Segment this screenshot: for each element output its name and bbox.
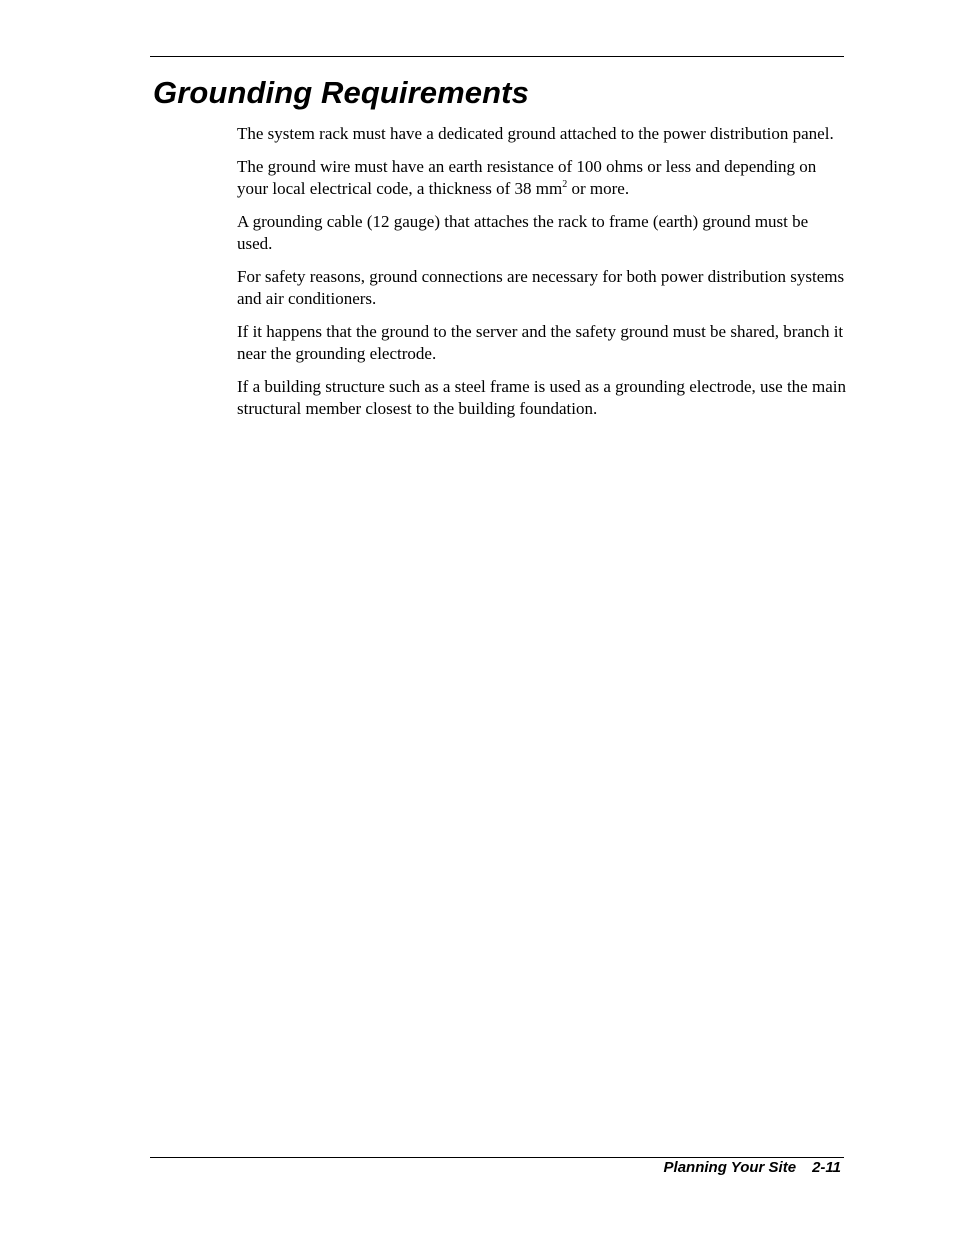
paragraph-shared-ground: If it happens that the ground to the server and the safety ground must be shared, branch it near the grounding electrode. — [237, 322, 844, 363]
paragraph-earth-resistance — [237, 156, 847, 200]
page-footer — [664, 1158, 841, 1178]
paragraph-grounding-cable: A grounding cable (12 gauge) that attaches the rack to frame (earth) ground must be used. — [237, 212, 809, 253]
footer-section-title: Planning Your Site — [663, 1159, 797, 1176]
paragraph-earth-resistance-tail: or more. — [567, 179, 630, 198]
superscript-squared: 2 — [562, 179, 568, 190]
paragraph-steel-frame: If a building structure such as a steel frame is used as a grounding electrode, use the main structural member closest to the building foundation. — [237, 377, 846, 418]
paragraph-earth-resistance-text: The ground wire must have an earth resistance of 100 ohms or less and depending on your local electrical code, a thickness of 38 mm — [237, 157, 817, 198]
paragraph-safety-reasons: For safety reasons, ground connections are necessary for both power distribution systems and air conditioners. — [237, 267, 845, 308]
header-rule — [150, 56, 844, 57]
body-text — [237, 123, 847, 431]
footer-page-number: 2-11 — [812, 1159, 841, 1176]
paragraph-dedicated-ground: The system rack must have a dedicated ground attached to the power distribution panel. — [237, 124, 834, 143]
page-title: Grounding Requirements — [153, 75, 529, 110]
